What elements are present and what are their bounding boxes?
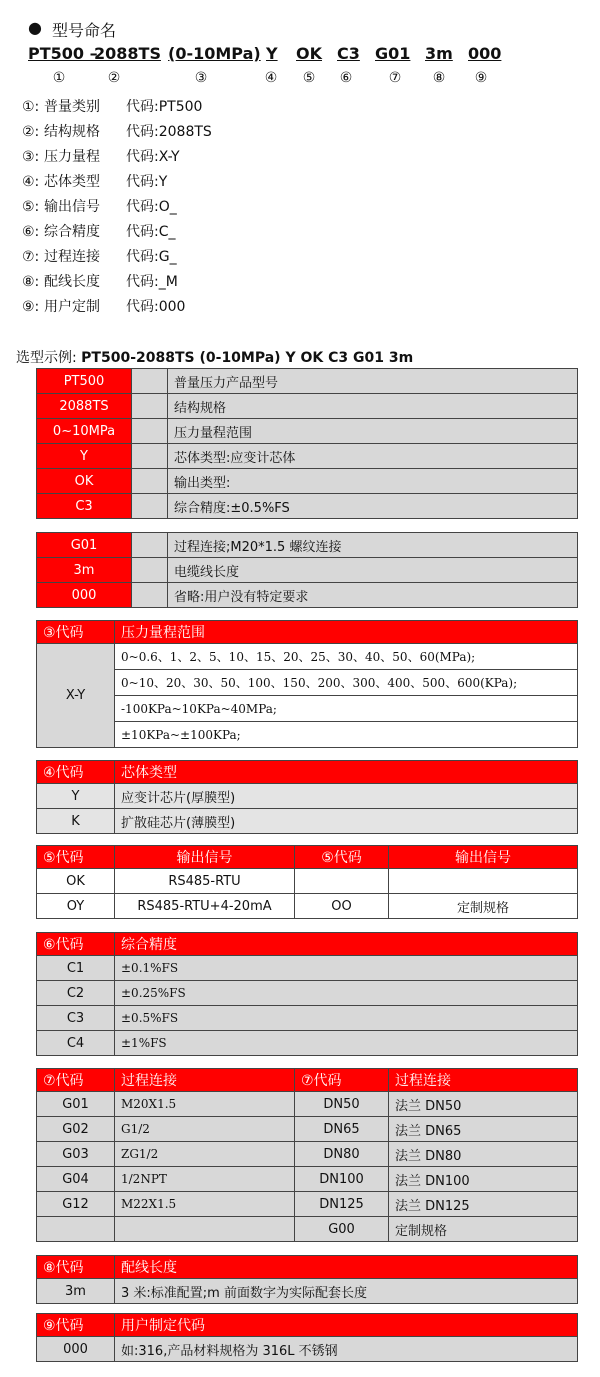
header-code-2: ⑤代码 <box>295 846 389 869</box>
output-desc-2 <box>389 869 578 894</box>
process-code: G02 <box>37 1117 115 1142</box>
model-part-5: OK <box>296 44 322 63</box>
definition-row <box>22 121 212 141</box>
process-table <box>36 1068 578 1242</box>
accuracy-desc: ±0.25%FS <box>115 981 578 1006</box>
accuracy-table <box>36 932 578 1056</box>
process-code-2: DN125 <box>295 1192 389 1217</box>
core-desc: 应变计芯片(厚膜型) <box>115 784 578 809</box>
process-code-2: DN65 <box>295 1117 389 1142</box>
example-code: PT500 <box>37 369 132 394</box>
def-label: 配线长度 <box>44 274 100 290</box>
circle-2: ② <box>107 70 121 86</box>
header-code: ⑦代码 <box>37 1069 115 1092</box>
example-code: G01 <box>37 533 132 558</box>
output-desc-2: 定制规格 <box>389 894 578 919</box>
header-title: 过程连接 <box>115 1069 295 1092</box>
table-row <box>37 670 578 696</box>
table-header <box>37 1069 578 1092</box>
model-part-3: (0-10MPa) <box>168 44 261 63</box>
def-label: 芯体类型 <box>44 174 100 190</box>
example-desc: 普量压力产品型号 <box>168 369 578 394</box>
def-label: 结构规格 <box>44 124 100 140</box>
spacer-cell <box>132 583 168 608</box>
example-desc: 压力量程范围 <box>168 419 578 444</box>
table-header <box>37 846 578 869</box>
table-row <box>37 444 578 469</box>
circle-4: ④ <box>264 70 278 86</box>
table-row <box>37 956 578 981</box>
circle-8: ⑧ <box>432 70 446 86</box>
header-title: 压力量程范围 <box>115 621 578 644</box>
example-label: 选型示例: <box>16 350 77 366</box>
table-header <box>37 1314 578 1337</box>
def-code: 代码:2088TS <box>126 124 212 140</box>
definition-row <box>22 146 180 166</box>
table-row <box>37 1117 578 1142</box>
example-code: 2088TS <box>37 394 132 419</box>
process-code-2: DN100 <box>295 1167 389 1192</box>
model-part-4: Y <box>266 44 278 63</box>
custom-code: 000 <box>37 1337 115 1362</box>
table-row <box>37 1006 578 1031</box>
spacer-cell <box>132 494 168 519</box>
output-desc: RS485-RTU+4-20mA <box>115 894 295 919</box>
table-row <box>37 1217 578 1242</box>
circle-3: ③ <box>194 70 208 86</box>
def-code: 代码:000 <box>126 299 186 315</box>
output-code-2 <box>295 869 389 894</box>
example-heading <box>16 347 413 367</box>
example-code: 0~10MPa <box>37 419 132 444</box>
table-row <box>37 869 578 894</box>
table-row <box>37 981 578 1006</box>
header-title-2: 过程连接 <box>389 1069 578 1092</box>
circle-6: ⑥ <box>339 70 353 86</box>
wiring-desc: 3 米:标准配置;m 前面数字为实际配套长度 <box>115 1279 578 1304</box>
def-label: 过程连接 <box>44 249 100 265</box>
definition-row <box>22 96 202 116</box>
header-code: ⑤代码 <box>37 846 115 869</box>
table-row <box>37 1167 578 1192</box>
table-row <box>37 809 578 834</box>
core-code: Y <box>37 784 115 809</box>
accuracy-code: C1 <box>37 956 115 981</box>
process-desc-2: 法兰 DN125 <box>389 1192 578 1217</box>
table-row <box>37 1192 578 1217</box>
definition-row <box>22 271 178 291</box>
model-part-1: PT500 – <box>28 44 98 63</box>
table-row <box>37 394 578 419</box>
def-num: ⑨: <box>22 299 40 315</box>
example-desc: 过程连接;M20*1.5 螺纹连接 <box>168 533 578 558</box>
circle-1: ① <box>52 70 66 86</box>
process-desc-2: 法兰 DN65 <box>389 1117 578 1142</box>
core-desc: 扩散硅芯片(薄膜型) <box>115 809 578 834</box>
process-code: G03 <box>37 1142 115 1167</box>
range-line: ±10KPa~±100KPa; <box>115 722 578 748</box>
def-num: ⑤: <box>22 199 40 215</box>
example-value: PT500-2088TS (0-10MPa) Y OK C3 G01 3m <box>81 350 414 366</box>
table-row <box>37 494 578 519</box>
wiring-code: 3m <box>37 1279 115 1304</box>
output-table <box>36 845 578 919</box>
table-row <box>37 558 578 583</box>
spacer-cell <box>132 533 168 558</box>
def-num: ⑥: <box>22 224 40 240</box>
range-code: X-Y <box>37 644 115 748</box>
process-desc-2: 法兰 DN80 <box>389 1142 578 1167</box>
table-header <box>37 1256 578 1279</box>
table-row <box>37 1092 578 1117</box>
example-code: C3 <box>37 494 132 519</box>
example-code: 000 <box>37 583 132 608</box>
table-row <box>37 1279 578 1304</box>
example-desc: 结构规格 <box>168 394 578 419</box>
def-num: ③: <box>22 149 40 165</box>
output-code: OK <box>37 869 115 894</box>
process-code-2: G00 <box>295 1217 389 1242</box>
def-code: 代码:_M <box>126 274 178 290</box>
example-table-1 <box>36 368 578 519</box>
process-code: G12 <box>37 1192 115 1217</box>
process-code-2: DN50 <box>295 1092 389 1117</box>
accuracy-code: C2 <box>37 981 115 1006</box>
spacer-cell <box>132 444 168 469</box>
table-row <box>37 419 578 444</box>
process-desc <box>115 1217 295 1242</box>
custom-table <box>36 1313 578 1362</box>
spacer-cell <box>132 394 168 419</box>
process-desc: ZG1/2 <box>115 1142 295 1167</box>
process-desc: M22X1.5 <box>115 1192 295 1217</box>
header-title: 综合精度 <box>115 933 578 956</box>
process-code: G01 <box>37 1092 115 1117</box>
spacer-cell <box>132 369 168 394</box>
def-num: ②: <box>22 124 40 140</box>
table-row <box>37 696 578 722</box>
process-code <box>37 1217 115 1242</box>
output-code: OY <box>37 894 115 919</box>
def-code: 代码:PT500 <box>126 99 203 115</box>
header-title: 配线长度 <box>115 1256 578 1279</box>
process-desc: M20X1.5 <box>115 1092 295 1117</box>
table-row <box>37 1337 578 1362</box>
header-code: ③代码 <box>37 621 115 644</box>
header-code: ⑥代码 <box>37 933 115 956</box>
def-code: 代码:G_ <box>126 249 177 265</box>
def-label: 综合精度 <box>44 224 100 240</box>
circle-7: ⑦ <box>388 70 402 86</box>
header-code-2: ⑦代码 <box>295 1069 389 1092</box>
table-row <box>37 1031 578 1056</box>
example-code: Y <box>37 444 132 469</box>
header-title: 用户制定代码 <box>115 1314 578 1337</box>
definition-row <box>22 296 185 316</box>
example-table-2 <box>36 532 578 608</box>
table-header <box>37 761 578 784</box>
accuracy-desc: ±0.5%FS <box>115 1006 578 1031</box>
wiring-table <box>36 1255 578 1304</box>
def-num: ⑦: <box>22 249 40 265</box>
model-part-8: 3m <box>425 44 453 63</box>
header-code: ④代码 <box>37 761 115 784</box>
circle-9: ⑨ <box>474 70 488 86</box>
definition-row <box>22 246 177 266</box>
process-desc-2: 法兰 DN50 <box>389 1092 578 1117</box>
core-code: K <box>37 809 115 834</box>
example-desc: 芯体类型:应变计芯体 <box>168 444 578 469</box>
table-row <box>37 722 578 748</box>
def-code: 代码:Y <box>126 174 168 190</box>
def-label: 用户定制 <box>44 299 100 315</box>
def-label: 普量类别 <box>44 99 100 115</box>
spacer-cell <box>132 558 168 583</box>
accuracy-code: C4 <box>37 1031 115 1056</box>
process-code-2: DN80 <box>295 1142 389 1167</box>
accuracy-code: C3 <box>37 1006 115 1031</box>
spacer-cell <box>132 469 168 494</box>
example-desc: 输出类型: <box>168 469 578 494</box>
header-code: ⑧代码 <box>37 1256 115 1279</box>
section-title: 型号命名 <box>52 21 117 40</box>
process-desc: 1/2NPT <box>115 1167 295 1192</box>
def-label: 压力量程 <box>44 149 100 165</box>
example-desc: 省略:用户没有特定要求 <box>168 583 578 608</box>
table-header <box>37 621 578 644</box>
def-code: 代码:C_ <box>126 224 176 240</box>
header-title: 输出信号 <box>115 846 295 869</box>
output-desc: RS485-RTU <box>115 869 295 894</box>
accuracy-desc: ±0.1%FS <box>115 956 578 981</box>
circle-5: ⑤ <box>302 70 316 86</box>
definition-row <box>22 221 176 241</box>
process-desc-2: 法兰 DN100 <box>389 1167 578 1192</box>
core-table <box>36 760 578 834</box>
table-row <box>37 469 578 494</box>
header-title: 芯体类型 <box>115 761 578 784</box>
table-row <box>37 894 578 919</box>
range-line: 0~10、20、30、50、100、150、200、300、400、500、600(KPa); <box>115 670 578 696</box>
header-title-2: 输出信号 <box>389 846 578 869</box>
def-num: ④: <box>22 174 40 190</box>
def-code: 代码:X-Y <box>126 149 180 165</box>
range-line: -100KPa~10KPa~40MPa; <box>115 696 578 722</box>
model-part-2: 2088TS <box>94 44 161 63</box>
custom-desc: 如:316,产品材料规格为 316L 不锈钢 <box>115 1337 578 1362</box>
def-code: 代码:O_ <box>126 199 177 215</box>
process-desc-2: 定制规格 <box>389 1217 578 1242</box>
header-code: ⑨代码 <box>37 1314 115 1337</box>
table-row <box>37 369 578 394</box>
example-code: OK <box>37 469 132 494</box>
def-num: ①: <box>22 99 40 115</box>
table-row <box>37 784 578 809</box>
definition-row <box>22 196 177 216</box>
table-row <box>37 644 578 670</box>
model-part-7: G01 <box>375 44 411 63</box>
process-code: G04 <box>37 1167 115 1192</box>
example-desc: 综合精度:±0.5%FS <box>168 494 578 519</box>
table-row <box>37 583 578 608</box>
range-line: 0~0.6、1、2、5、10、15、20、25、30、40、50、60(MPa); <box>115 644 578 670</box>
model-part-9: 000 <box>468 44 502 63</box>
range-table <box>36 620 578 748</box>
output-code-2: OO <box>295 894 389 919</box>
spacer-cell <box>132 419 168 444</box>
def-label: 输出信号 <box>44 199 100 215</box>
example-desc: 电缆线长度 <box>168 558 578 583</box>
table-header <box>37 933 578 956</box>
definition-row <box>22 171 167 191</box>
process-desc: G1/2 <box>115 1117 295 1142</box>
table-row <box>37 533 578 558</box>
model-part-6: C3 <box>337 44 360 63</box>
def-num: ⑧: <box>22 274 40 290</box>
bullet: ● <box>28 18 42 37</box>
example-code: 3m <box>37 558 132 583</box>
accuracy-desc: ±1%FS <box>115 1031 578 1056</box>
table-row <box>37 1142 578 1167</box>
